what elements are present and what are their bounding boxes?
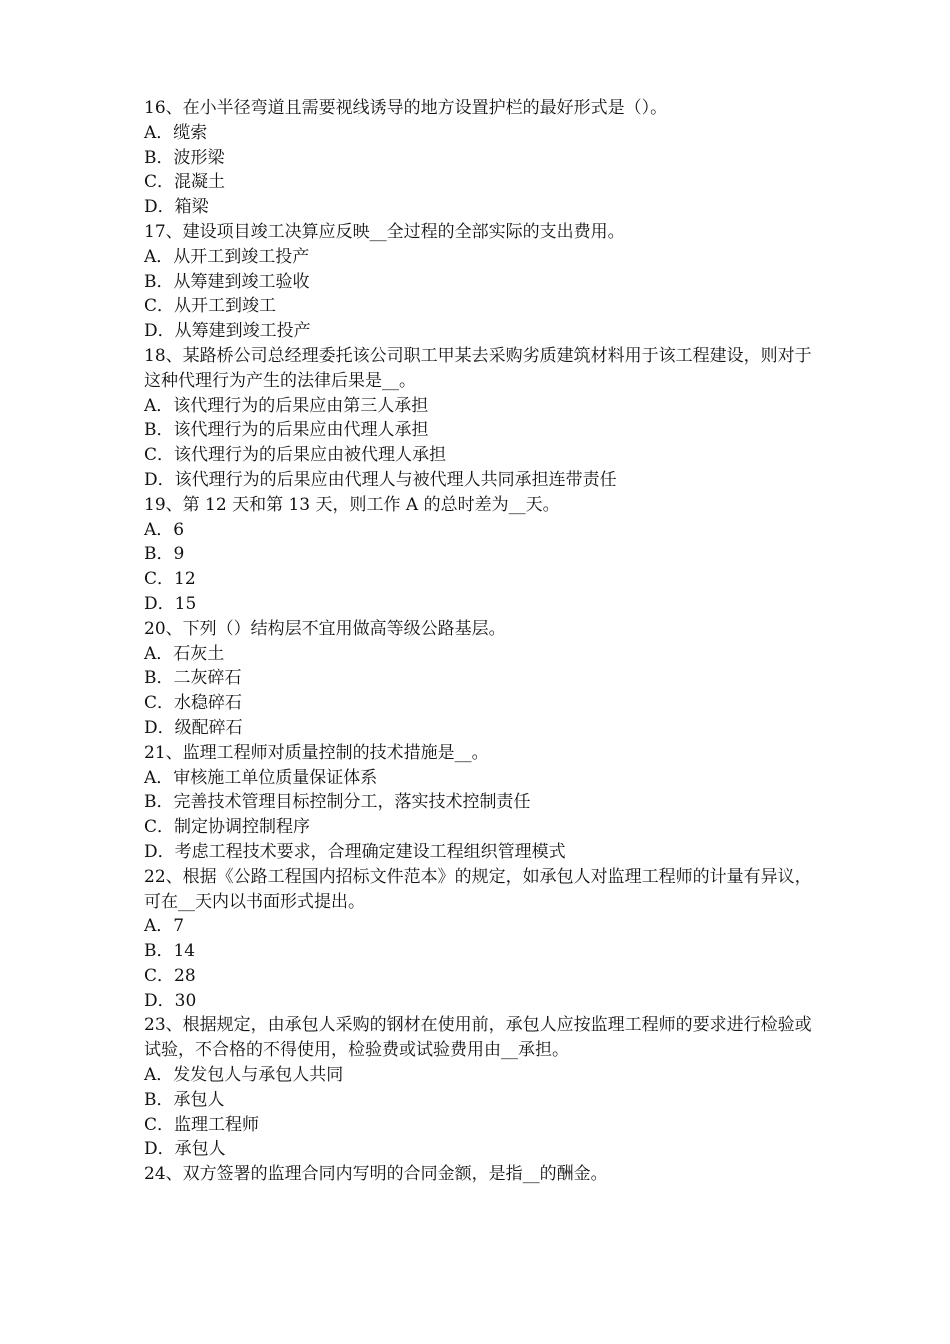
question-17-option-b: B．从筹建到竣工验收 bbox=[144, 271, 310, 292]
question-22-stem: 22、根据《公路工程国内招标文件范本》的规定，如承包人对监理工程师的计量有异议，可在__天内以书面形式提出。 bbox=[144, 866, 812, 912]
question-list bbox=[144, 96, 824, 1187]
question-17-stem: 17、建设项目竣工决算应反映__全过程的全部实际的支出费用。 bbox=[144, 221, 625, 242]
question-20-option-c: C．水稳碎石 bbox=[144, 693, 243, 714]
question-23-stem: 23、根据规定，由承包人采购的钢材在使用前，承包人应按监理工程师的要求进行检验或试验，不合格的不得使用，检验费或试验费用由__承担。 bbox=[144, 1015, 812, 1061]
question-17-option-d: D．从筹建到竣工投产 bbox=[144, 321, 311, 342]
question-16-stem: 16、在小半径弯道且需要视线诱导的地方设置护栏的最好形式是（）。 bbox=[144, 98, 668, 118]
question-17-option-a: A．从开工到竣工投产 bbox=[144, 246, 310, 267]
question-23-option-b: B．承包人 bbox=[144, 1089, 225, 1110]
question-24-stem: 24、双方签署的监理合同内写明的合同金额，是指__的酬金。 bbox=[144, 1164, 608, 1185]
question-18-option-c: C．该代理行为的后果应由被代理人承担 bbox=[144, 445, 447, 466]
question-20-option-b: B．二灰碎石 bbox=[144, 668, 242, 689]
question-19-option-d: D．15 bbox=[144, 593, 197, 614]
question-23-option-a: A．发发包人与承包人共同 bbox=[144, 1065, 344, 1086]
question-23-option-d: D．承包人 bbox=[144, 1139, 226, 1160]
question-23-option-c: C．监理工程师 bbox=[144, 1114, 260, 1135]
question-18-option-a: A．该代理行为的后果应由第三人承担 bbox=[144, 395, 429, 416]
question-19-option-a: A．6 bbox=[144, 519, 185, 540]
question-19-stem: 19、第 12 天和第 13 天，则工作 A 的总时差为__天。 bbox=[144, 494, 560, 515]
question-19-option-c: C．12 bbox=[144, 569, 196, 590]
question-21-option-c: C．制定协调控制程序 bbox=[144, 817, 311, 838]
question-18-option-b: B．该代理行为的后果应由代理人承担 bbox=[144, 420, 429, 441]
question-18-option-d: D．该代理行为的后果应由代理人与被代理人共同承担连带责任 bbox=[144, 469, 617, 490]
question-20-option-a: A．石灰土 bbox=[144, 643, 225, 664]
question-18-stem: 18、某路桥公司总经理委托该公司职工甲某去采购劣质建筑材料用于该工程建设，则对于这种代理行为产生的法律后果是__。 bbox=[144, 345, 812, 391]
question-21-stem: 21、监理工程师对质量控制的技术措施是__。 bbox=[144, 742, 489, 763]
question-21-option-b: B．完善技术管理目标控制分工，落实技术控制责任 bbox=[144, 792, 531, 813]
question-16-option-d: D．箱梁 bbox=[144, 197, 209, 218]
question-22-option-d: D．30 bbox=[144, 990, 197, 1011]
question-16-option-b: B．波形梁 bbox=[144, 147, 225, 168]
question-17-option-c: C．从开工到竣工 bbox=[144, 296, 277, 317]
question-21-option-a: A．审核施工单位质量保证体系 bbox=[144, 767, 378, 788]
question-22-option-b: B．14 bbox=[144, 941, 196, 962]
question-16-option-a: A．缆索 bbox=[144, 122, 208, 143]
question-20-option-d: D．级配碎石 bbox=[144, 717, 243, 738]
question-22-option-c: C．28 bbox=[144, 965, 196, 986]
question-19-option-b: B．9 bbox=[144, 544, 185, 565]
question-16-option-c: C．混凝土 bbox=[144, 172, 226, 193]
question-22-option-a: A．7 bbox=[144, 916, 185, 937]
question-20-stem: 20、下列（）结构层不宜用做高等级公路基层。 bbox=[144, 618, 506, 639]
question-21-option-d: D．考虑工程技术要求，合理确定建设工程组织管理模式 bbox=[144, 841, 566, 862]
